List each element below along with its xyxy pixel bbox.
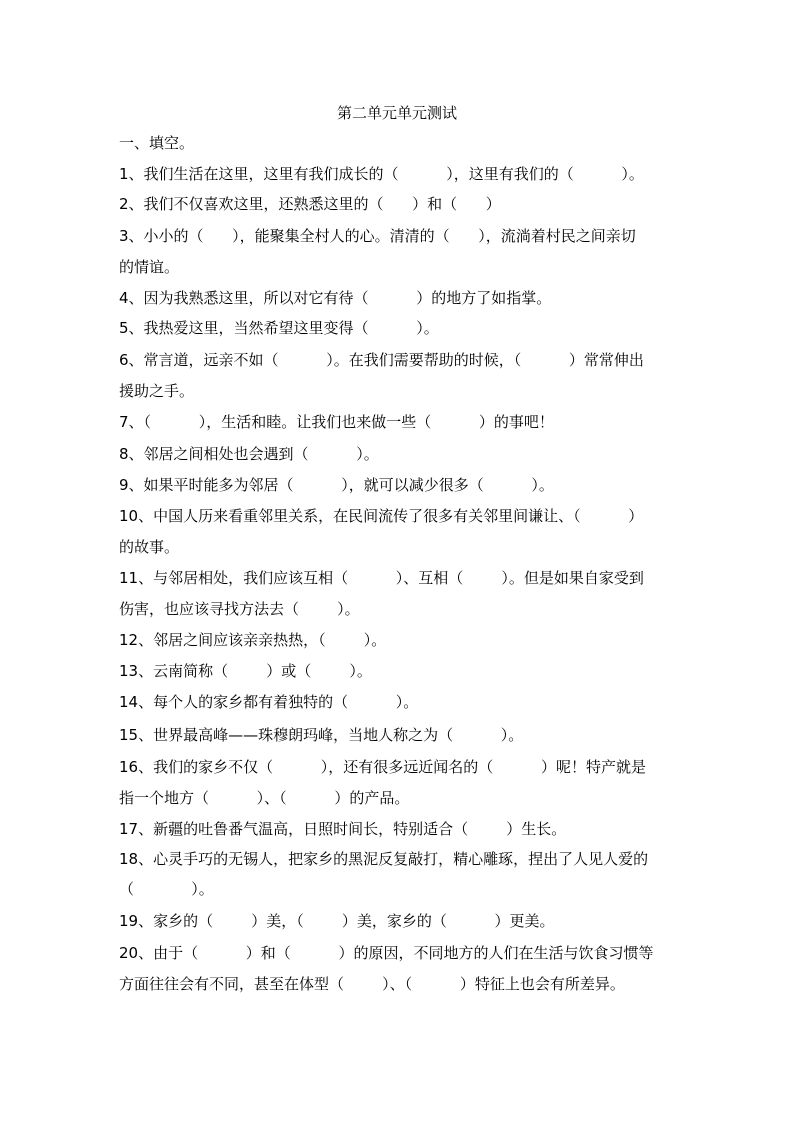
question-line-continuation: 伤害，也应该寻找方法去（ ）。 [119,600,360,618]
question-line-continuation: 的故事。 [119,538,180,556]
question-line: 20、由于（ ）和（ ）的原因，不同地方的人们在生活与饮食习惯等 [119,944,654,962]
question-line: 8、邻居之间相处也会遇到（ ）。 [119,445,379,463]
question-line: 5、我热爱这里，当然希望这里变得（ ）。 [119,319,439,337]
question-line: 3、小小的（ ），能聚集全村人的心。清清的（ ），流淌着村民之间亲切 [119,227,636,245]
question-line: 11、与邻居相处，我们应该互相（ ）、互相（ ）。但是如果自家受到 [119,569,644,587]
question-line: 1、我们生活在这里，这里有我们成长的（ ），这里有我们的（ ）。 [119,165,644,183]
question-line: 2、我们不仅喜欢这里，还熟悉这里的（ ）和（ ） [119,195,501,213]
question-line: 18、心灵手巧的无锡人，把家乡的黑泥反复敲打，精心雕琢，捏出了人见人爱的 [119,850,649,868]
question-line: 4、因为我熟悉这里，所以对它有待（ ）的地方了如指掌。 [119,289,552,307]
question-line: 15、世界最高峰——珠穆朗玛峰，当地人称之为（ ）。 [119,726,524,744]
question-line-continuation: 援助之手。 [119,382,195,400]
page-title: 第二单元单元测试 [336,104,457,122]
question-line-continuation: （ ）。 [119,880,214,898]
question-line-continuation: 指一个地方（ ）、（ ）的产品。 [119,789,410,807]
section-heading: 一、填空。 [119,134,195,152]
question-line-continuation: 方面往往会有不同，甚至在体型（ ）、（ ）特征上也会有所差异。 [119,975,625,993]
question-line: 10、中国人历来看重邻里关系，在民间流传了很多有关邻里间谦让、（ ） [119,507,644,525]
question-line: 6、常言道，远亲不如（ ）。在我们需要帮助的时候，（ ）常常伸出 [119,351,644,369]
question-line: 19、家乡的（ ）美，（ ）美，家乡的（ ）更美。 [119,912,555,930]
question-line: 7、（ ），生活和睦。让我们也来做一些（ ）的事吧！ [119,413,554,431]
question-line: 17、新疆的吐鲁番气温高，日照时间长，特别适合（ ）生长。 [119,820,567,838]
question-line-continuation: 的情谊。 [119,258,180,276]
question-line: 13、云南简称（ ）或（ ）。 [119,662,372,680]
question-line: 12、邻居之间应该亲亲热热，（ ）。 [119,631,387,649]
question-line: 14、每个人的家乡都有着独特的（ ）。 [119,693,419,711]
question-line: 9、如果平时能多为邻居（ ），就可以减少很多（ ）。 [119,476,554,494]
question-line: 16、我们的家乡不仅（ ），还有很多远近闻名的（ ）呢！特产就是 [119,758,646,776]
